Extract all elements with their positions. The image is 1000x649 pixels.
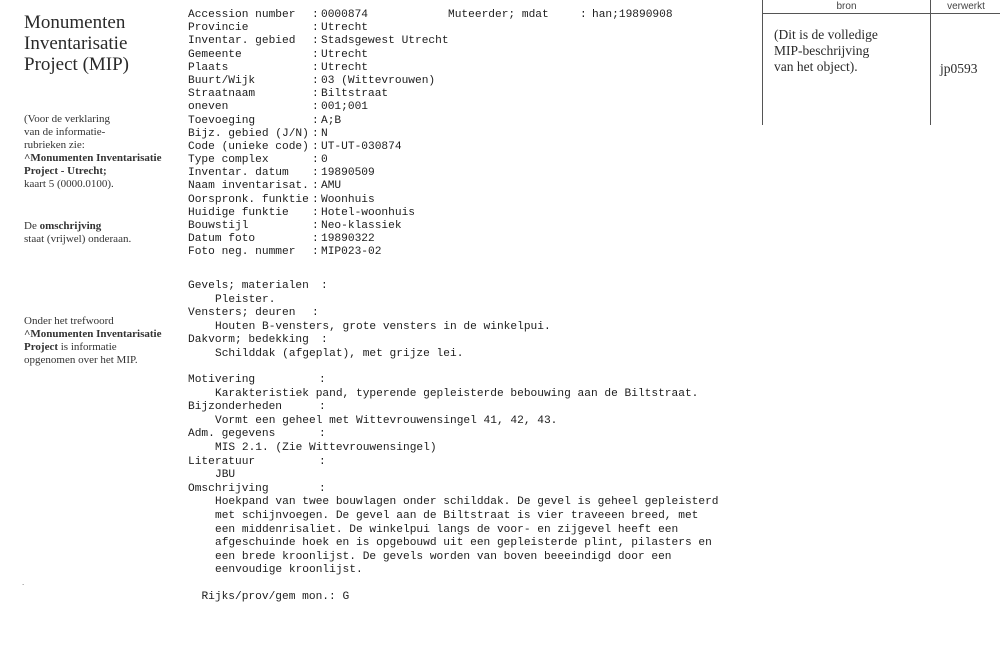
margin-mark: . bbox=[22, 578, 25, 587]
note-reference-subtitle: Project bbox=[24, 341, 58, 353]
section-heading bbox=[188, 374, 719, 388]
field-value: 19890509 bbox=[321, 167, 375, 180]
field-separator: : bbox=[319, 374, 326, 386]
field-separator: : bbox=[312, 48, 319, 61]
monument-status bbox=[188, 577, 349, 604]
field-value: Biltstraat bbox=[321, 88, 389, 101]
field-label: Inventar. datum bbox=[188, 167, 289, 180]
section-text: Schilddak (afgeplat), met grijze lei. bbox=[215, 347, 464, 360]
field-separator: : bbox=[319, 428, 326, 441]
section-label: Gevels; materialen bbox=[188, 280, 309, 292]
field-label: Gemeente bbox=[188, 48, 242, 61]
field-separator: : bbox=[312, 101, 319, 114]
mip-title bbox=[24, 12, 174, 75]
remarks-block bbox=[188, 374, 719, 578]
field-label: Provincie bbox=[188, 22, 249, 35]
section-heading bbox=[188, 280, 551, 294]
column-divider bbox=[930, 0, 931, 125]
field-separator: : bbox=[580, 9, 587, 21]
mutator-value: han;19890908 bbox=[592, 9, 673, 21]
note-reference-title: ^Monumenten Inventarisatie bbox=[24, 328, 162, 340]
section-text: JBU bbox=[215, 469, 236, 482]
field-value: AMU bbox=[321, 180, 342, 193]
section-text: Hoekpand van twee bouwlagen onder schilddak. De gevel is geheel gepleisterd bbox=[215, 496, 719, 509]
field-value: Hotel-woonhuis bbox=[321, 206, 415, 219]
bron-line: van het object). bbox=[774, 59, 858, 74]
field-separator: : bbox=[312, 140, 319, 153]
description-note bbox=[24, 220, 174, 246]
field-label: oneven bbox=[188, 101, 229, 114]
construction-block bbox=[188, 280, 551, 362]
note-line: kaart 5 (0000.0100). bbox=[24, 178, 114, 190]
bron-text bbox=[774, 27, 924, 75]
field-separator: : bbox=[312, 74, 319, 87]
field-label: Straatnaam bbox=[188, 88, 256, 101]
field-value: Utrecht bbox=[321, 22, 368, 35]
source-panel-header bbox=[763, 0, 1000, 14]
field-label: Toevoeging bbox=[188, 114, 256, 127]
section-text: Karakteristiek pand, typerende gepleisterde bebouwing aan de Biltstraat. bbox=[215, 387, 699, 400]
section-label: Dakvorm; bedekking bbox=[188, 334, 309, 347]
note-line: is informatie bbox=[58, 341, 117, 353]
field-label: Type complex bbox=[188, 154, 269, 167]
field-value: 19890322 bbox=[321, 233, 375, 246]
section-text: eenvoudige kroonlijst. bbox=[215, 564, 363, 577]
field-value: Utrecht bbox=[321, 61, 368, 74]
field-label: Inventar. gebied bbox=[188, 35, 296, 48]
field-separator: : bbox=[329, 590, 336, 603]
monument-status-value: G bbox=[342, 590, 350, 603]
field-separator: : bbox=[319, 482, 326, 495]
verwerkt-code: jp0593 bbox=[940, 61, 978, 76]
section-label: Literatuur bbox=[188, 455, 256, 468]
mip-title-line-3: Project (MIP) bbox=[24, 54, 130, 75]
field-separator: : bbox=[312, 88, 319, 101]
note-line: van de informatie- bbox=[24, 126, 106, 138]
field-value: 001;001 bbox=[321, 101, 368, 114]
field-label: Accession number bbox=[188, 9, 296, 21]
note-line: (Voor de verklaring bbox=[24, 113, 110, 125]
field-label: Oorspronk. funktie bbox=[188, 193, 309, 206]
header-bron: bron bbox=[836, 1, 857, 12]
section-heading bbox=[188, 307, 551, 321]
field-value: 0000874 bbox=[321, 9, 368, 21]
field-separator: : bbox=[319, 401, 326, 414]
section-text: Pleister. bbox=[215, 293, 276, 306]
field-separator: : bbox=[312, 220, 319, 232]
field-separator: : bbox=[312, 154, 319, 167]
field-separator: : bbox=[312, 233, 319, 246]
note-reference-subtitle: Project - Utrecht; bbox=[24, 165, 107, 177]
note-line: Onder het trefwoord bbox=[24, 315, 114, 327]
field-label: Buurt/Wijk bbox=[188, 74, 256, 87]
field-value: Neo-klassiek bbox=[321, 220, 402, 232]
section-label: Adm. gegevens bbox=[188, 428, 276, 441]
section-label: Motivering bbox=[188, 374, 256, 386]
field-label: Plaats bbox=[188, 61, 229, 74]
section-text: een middenrisaliet. De winkelpui langs de voor- en zijgevel heeft een bbox=[215, 523, 679, 536]
bron-line: (Dit is de volledige bbox=[774, 27, 878, 42]
field-value: A;B bbox=[321, 114, 342, 127]
header-verwerkt: verwerkt bbox=[947, 1, 985, 12]
field-value: MIP023-02 bbox=[321, 246, 382, 259]
section-heading bbox=[188, 334, 551, 348]
mip-title-line-1: Monumenten bbox=[24, 12, 126, 33]
keyword-note bbox=[24, 315, 174, 367]
field-separator: : bbox=[312, 246, 319, 259]
monument-status-label: Rijks/prov/gem mon. bbox=[201, 590, 329, 603]
field-label: Huidige funktie bbox=[188, 206, 289, 219]
field-separator: : bbox=[312, 206, 319, 219]
field-label: Code (unieke code) bbox=[188, 140, 309, 153]
field-value: Utrecht bbox=[321, 48, 368, 61]
field-separator: : bbox=[312, 114, 319, 127]
field-value: N bbox=[321, 127, 328, 140]
note-reference-title: ^Monumenten Inventarisatie bbox=[24, 152, 162, 164]
section-text: met schijnvoegen. De gevel aan de Biltstraat is vier traveeen breed, met bbox=[215, 509, 699, 522]
reference-note bbox=[24, 113, 174, 191]
section-label: Vensters; deuren bbox=[188, 307, 296, 320]
field-value: 0 bbox=[321, 154, 328, 167]
source-panel bbox=[762, 0, 1000, 125]
section-heading bbox=[188, 483, 719, 497]
field-separator: : bbox=[319, 455, 326, 468]
section-label: Omschrijving bbox=[188, 482, 269, 495]
field-label: Datum foto bbox=[188, 233, 256, 246]
note-line: opgenomen over het MIP. bbox=[24, 354, 138, 366]
section-heading bbox=[188, 401, 719, 415]
field-label: Bijz. gebied (J/N) bbox=[188, 127, 309, 140]
field-separator: : bbox=[321, 334, 328, 347]
field-value: 03 (Wittevrouwen) bbox=[321, 74, 436, 87]
note-line: rubrieken zie: bbox=[24, 139, 85, 151]
field-label: Bouwstijl bbox=[188, 220, 249, 232]
section-text: MIS 2.1. (Zie Wittevrouwensingel) bbox=[215, 441, 437, 454]
note-keyword: omschrijving bbox=[39, 220, 102, 232]
field-value: Stadsgewest Utrecht bbox=[321, 35, 449, 48]
bron-line: MIP-beschrijving bbox=[774, 43, 870, 58]
mutator-field bbox=[448, 9, 673, 62]
section-heading bbox=[188, 428, 719, 442]
note-line: staat (vrijwel) onderaan. bbox=[24, 233, 132, 245]
field-separator: : bbox=[312, 193, 319, 206]
section-heading bbox=[188, 456, 719, 470]
section-label: Bijzonderheden bbox=[188, 401, 282, 414]
field-separator: : bbox=[312, 61, 319, 74]
section-text: afgeschuinde hoek en is opgebouwd uit een gepleisterde plint, pilasters en bbox=[215, 537, 712, 550]
field-separator: : bbox=[312, 22, 319, 35]
field-separator: : bbox=[321, 280, 328, 292]
field-separator: : bbox=[312, 127, 319, 140]
field-separator: : bbox=[312, 9, 319, 21]
note-prefix: De bbox=[24, 220, 40, 232]
field-separator: : bbox=[312, 167, 319, 180]
field-label: Foto neg. nummer bbox=[188, 246, 296, 259]
field-separator: : bbox=[312, 180, 319, 193]
field-value: Woonhuis bbox=[321, 193, 375, 206]
section-text: een brede kroonlijst. De gevels worden van boven beeeindigd door een bbox=[215, 550, 672, 563]
mip-title-line-2: Inventarisatie bbox=[24, 33, 128, 54]
field-separator: : bbox=[312, 307, 319, 320]
mutator-label: Muteerder; mdat bbox=[448, 9, 549, 21]
section-text: Vormt een geheel met Wittevrouwensingel 41, 42, 43. bbox=[215, 414, 558, 427]
field-value: UT-UT-030874 bbox=[321, 140, 402, 153]
field-separator: : bbox=[312, 35, 319, 48]
field-label: Naam inventarisat. bbox=[188, 180, 309, 193]
section-text: Houten B-vensters, grote vensters in de winkelpui. bbox=[215, 320, 551, 333]
